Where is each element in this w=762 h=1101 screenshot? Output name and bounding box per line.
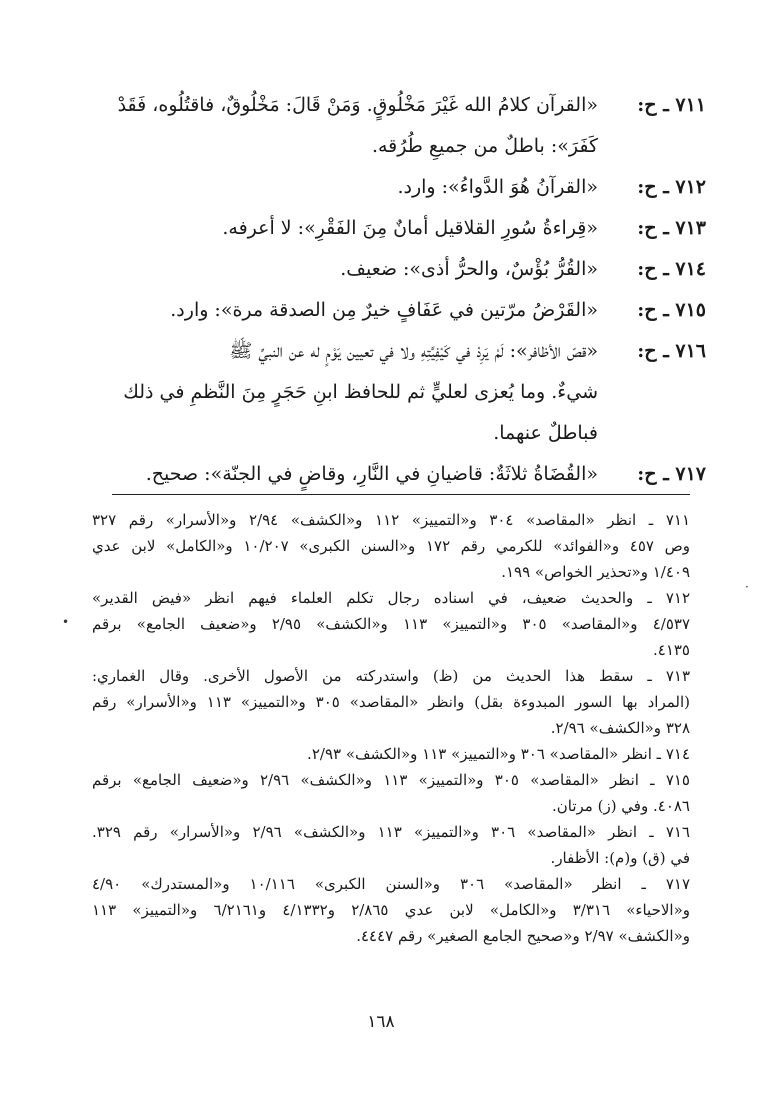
entry-text-line: «القرآن كلامُ الله غَيْرَ مَخْلُوقٍ. وَمَنْ قَالَ: مَخْلُوقٌ، فاقتُلُوه، فَقَدْ	[117, 94, 598, 116]
entry-number: ٧١٣ ـ ح:	[637, 217, 706, 239]
footnote	[92, 585, 690, 663]
footnote	[92, 663, 690, 741]
entry-number: ٧١٦ ـ ح:	[637, 340, 706, 362]
footnote-line: ٧١٤ ـ انظر «المقاصد» ٣٠٦ و«التمييز» ١١٣ و«الكشف» ٢/٩٣.	[307, 745, 690, 763]
footnote-line: ٧١٥ ـ انظر «المقاصد» ٣٠٥ و«التمييز» ١١٣ و«الكشف» ٢/٩٦ و«ضعيف الجامع» برقم	[92, 771, 690, 789]
entry-text-line: «القُرُّ بُؤْسٌ، والحرُّ أذى»: ضعيف.	[340, 258, 598, 280]
footnote	[92, 819, 690, 871]
footnote-line: ٧١١ ـ انظر «المقاصد» ٣٠٤ و«التمييز» ١١٢ و«الكشف» ٢/٩٤ و«الأسرار» رقم ٣٢٧	[92, 511, 690, 529]
hadith-entry	[92, 454, 706, 495]
footnote-line: ٤١٣٥.	[652, 641, 690, 659]
entry-number: ٧١٧ ـ ح:	[637, 463, 706, 485]
entry-text-line: شيءٌ. وما يُعزى لعليٍّ ثم للحافظ ابنِ حَجَرٍ مِنَ النَّظمِ في ذلك	[123, 381, 598, 403]
hadith-entries	[92, 85, 706, 495]
footnote-line: وص ٤٥٧ و«الفوائد» للكرمي رقم ١٧٢ و«السنن الكبرى» ١٠/٢٠٧ و«الكامل» لابن عدي	[92, 537, 690, 555]
hadith-entry	[92, 167, 706, 208]
entry-text-line: «قِراءةُ سُورِ القلاقيل أمانٌ مِنَ الفَقْرِ»: لا أعرفه.	[222, 217, 598, 239]
hadith-entry	[92, 85, 706, 167]
footnote	[92, 871, 690, 949]
hadith-entry	[92, 331, 706, 454]
entry-text-line: فباطلٌ عنهما.	[493, 422, 598, 444]
footnote-line: ٣٢٨ و«الكشف» ٢/٩٦.	[550, 719, 690, 737]
footnote-line: (المراد بها السور المبدوءة بقل) وانظر «المقاصد» ٣٠٥ و«التمييز» ١١٣ و«الأسرار» رقم	[92, 693, 690, 711]
margin-mark-right: ·	[745, 580, 749, 594]
entry-number: ٧١٥ ـ ح:	[637, 299, 706, 321]
entry-number: ٧١٢ ـ ح:	[637, 176, 706, 198]
footnote-line: ٧١٦ ـ انظر «المقاصد» ٣٠٦ و«التمييز» ١١٣ و«الكشف» ٢/٩٦ و«الأسرار» رقم ٣٢٩.	[92, 823, 690, 841]
footnote-line: في (ق) و(م): الأظفار.	[550, 849, 690, 867]
entry-number: ٧١٤ ـ ح:	[637, 258, 706, 280]
footnote	[92, 741, 690, 767]
footnote-line: ٧١٣ ـ سقط هذا الحديث من (ظ) واستدركته من الأصول الأخرى. وقال الغماري:	[92, 667, 690, 685]
entry-text-line: كَفَرَ»: باطلٌ من جميعِ طُرُقه.	[371, 135, 598, 157]
footnote-line: ١/٤٠٩ و«تحذير الخواص» ١٩٩.	[501, 563, 690, 581]
footnote	[92, 507, 690, 585]
entry-text-line: «قصّ الأظافر»: لَمْ يَرِدْ في كَيْفِيَّتِهِ ولا في تعيين يَوْمٍ له عن النبيِّ ﷺ	[229, 340, 598, 362]
page-number: ١٦٨	[367, 1012, 395, 1032]
footnote-line: و«الكشف» ٢/٩٧ و«صحيح الجامع الصغير» رقم ٤٤٤٧.	[356, 927, 690, 945]
entry-number: ٧١١ ـ ح:	[637, 94, 706, 116]
entry-text-line: «القرآنُ هُوَ الدَّواءُ»: وارد.	[397, 176, 598, 198]
hadith-entry	[92, 290, 706, 331]
entry-text-line: «القُضَاةُ ثلاثَةٌ: قاضيانِ في النَّارِ، وقاضٍ في الجنّة»: صحيح.	[145, 463, 598, 485]
margin-mark: •	[62, 615, 70, 629]
footnote	[92, 767, 690, 819]
footnote-line: و«الاحياء» ٣/٣١٦ و«الكامل» لابن عدي ٢/٨٦٥ و٤/١٣٣٢ و٦/٢١٦١ و«التمييز» ١١٣	[92, 901, 690, 919]
footnote-line: ٧١٢ ـ والحديث ضعيف، في اسناده رجال تكلم العلماء فيهم انظر «فيض القدير»	[92, 589, 690, 607]
hadith-entry	[92, 249, 706, 290]
footnote-line: ٤٠٨٦. وفي (ز) مرتان.	[551, 797, 690, 815]
hadith-entry	[92, 208, 706, 249]
footnote-line: ٤/٥٣٧ و«المقاصد» ٣٠٥ و«التمييز» ١١٣ و«الكشف» ٢/٩٥ و«ضعيف الجامع» برقم	[92, 615, 690, 633]
footnotes	[92, 507, 690, 949]
entry-text-line: «القَرْضُ مرّتين في عَفَافٍ خيرٌ مِن الصدقة مرة»: وارد.	[170, 299, 598, 321]
footnote-separator	[112, 494, 690, 495]
footnote-line: ٧١٧ ـ انظر «المقاصد» ٣٠٦ و«السنن الكبرى» ١٠/١١٦ و«المستدرك» ٤/٩٠	[92, 875, 690, 893]
